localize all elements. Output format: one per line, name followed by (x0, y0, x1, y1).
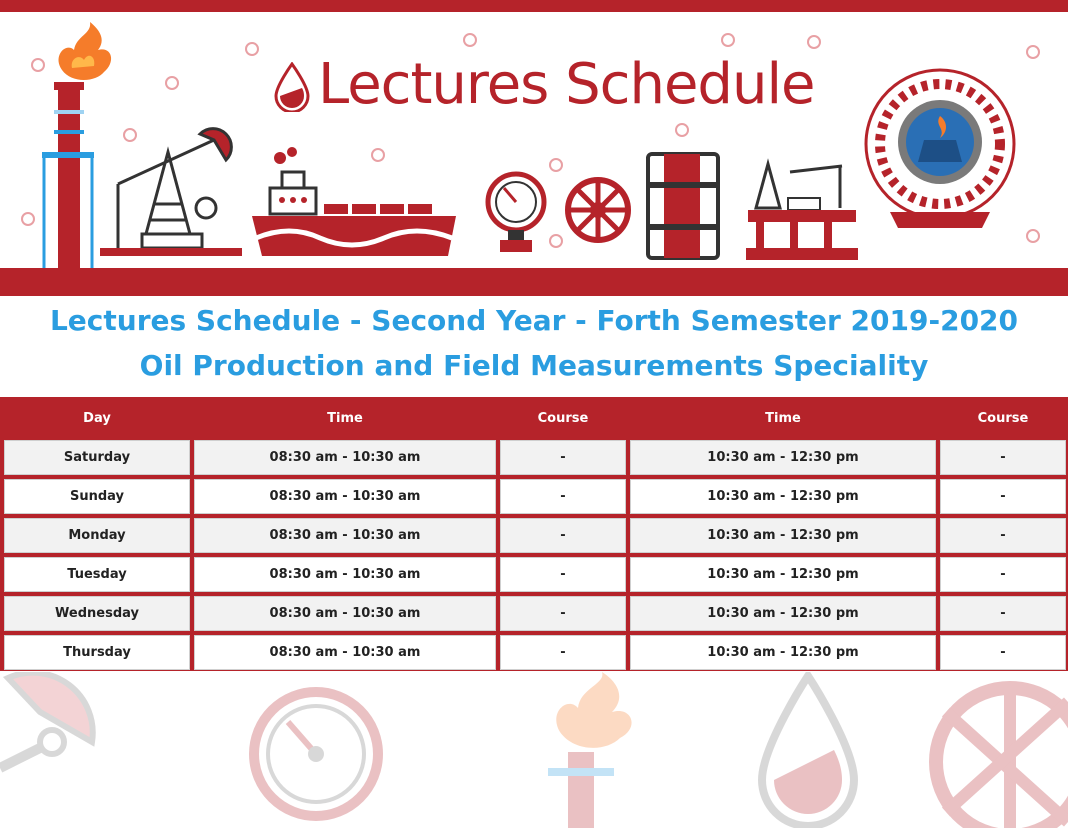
course-cell: - (500, 440, 626, 475)
valve-watermark-icon (936, 688, 1068, 828)
banner-title: Lectures Schedule (318, 52, 815, 117)
course-cell: - (940, 479, 1066, 514)
oil-drop-icon (274, 62, 310, 112)
header-course-2: Course (977, 411, 1029, 426)
course-cell: - (940, 635, 1066, 670)
table-row (2, 516, 1066, 555)
day-cell: Monday (4, 518, 190, 553)
table-row (2, 555, 1066, 594)
banner-bottom-strip (0, 268, 1068, 296)
time-cell: 08:30 am - 10:30 am (194, 518, 496, 553)
oil-barrel-icon (648, 154, 718, 258)
time-cell: 08:30 am - 10:30 am (194, 635, 496, 670)
day-cell: Thursday (4, 635, 190, 670)
time-cell: 10:30 am - 12:30 pm (630, 596, 936, 631)
header-time-1: Time (327, 411, 363, 426)
table-row (2, 438, 1066, 477)
offshore-rig-icon (746, 164, 858, 260)
tanker-ship-icon (252, 147, 456, 256)
time-cell: 08:30 am - 10:30 am (194, 440, 496, 475)
table-row (2, 477, 1066, 516)
flare-stack-icon (42, 22, 111, 268)
pumpjack-icon (100, 129, 242, 256)
time-cell: 10:30 am - 12:30 pm (630, 635, 936, 670)
table-row (2, 594, 1066, 633)
course-cell: - (500, 596, 626, 631)
time-cell: 08:30 am - 10:30 am (194, 557, 496, 592)
time-cell: 10:30 am - 12:30 pm (630, 557, 936, 592)
drop-watermark-icon (762, 676, 854, 826)
course-cell: - (500, 518, 626, 553)
day-cell: Wednesday (4, 596, 190, 631)
banner-top-strip (0, 0, 1068, 12)
day-cell: Saturday (4, 440, 190, 475)
time-cell: 10:30 am - 12:30 pm (630, 440, 936, 475)
course-cell: - (940, 518, 1066, 553)
schedule-table (0, 397, 1068, 671)
header-course-1: Course (537, 411, 589, 426)
valve-wheel-icon (568, 180, 628, 240)
specialty-heading: Oil Production and Field Measurements Speciality (139, 349, 929, 382)
header-banner (0, 0, 1068, 296)
course-cell: - (940, 596, 1066, 631)
schedule-heading: Lectures Schedule - Second Year - Forth Semester 2019-2020 (49, 304, 1019, 337)
banner-illustration (0, 12, 1068, 268)
gauge-watermark-icon (254, 692, 378, 816)
table-row (2, 633, 1066, 672)
header-time-2: Time (765, 411, 801, 426)
course-cell: - (940, 557, 1066, 592)
time-cell: 08:30 am - 10:30 am (194, 596, 496, 631)
course-cell: - (500, 557, 626, 592)
table-header-row (2, 399, 1066, 438)
pressure-gauge-icon (488, 174, 544, 252)
watermark-illustration (0, 672, 1068, 828)
day-cell: Sunday (4, 479, 190, 514)
academy-logo-icon (866, 70, 1014, 228)
time-cell: 10:30 am - 12:30 pm (630, 518, 936, 553)
header-day: Day (83, 411, 111, 426)
course-cell: - (500, 635, 626, 670)
flare-watermark-icon (548, 672, 632, 828)
day-cell: Tuesday (4, 557, 190, 592)
course-cell: - (940, 440, 1066, 475)
time-cell: 10:30 am - 12:30 pm (630, 479, 936, 514)
time-cell: 08:30 am - 10:30 am (194, 479, 496, 514)
pumpjack-watermark-icon (0, 673, 93, 768)
course-cell: - (500, 479, 626, 514)
